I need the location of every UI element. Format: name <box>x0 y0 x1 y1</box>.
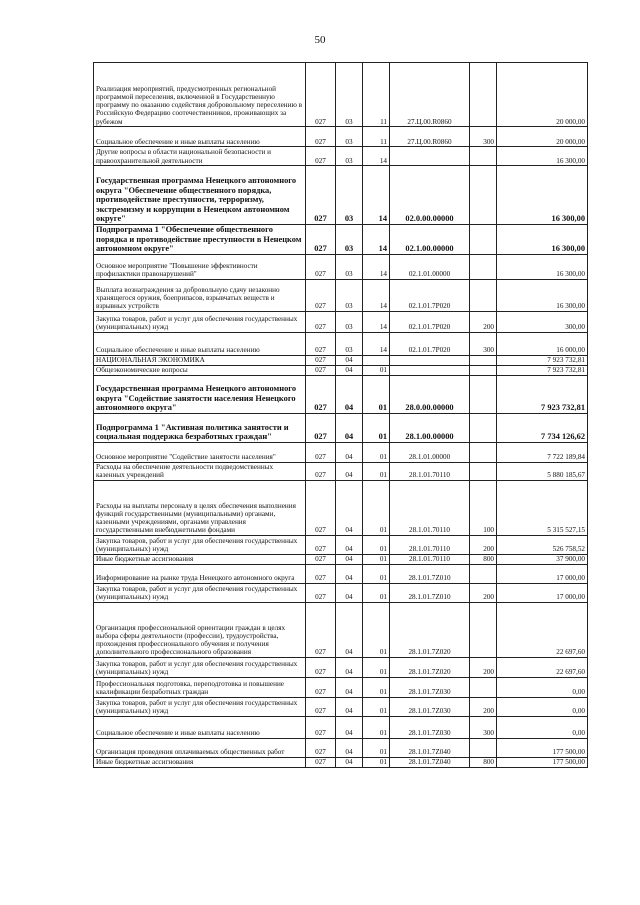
row-grbs-code: 027 <box>306 462 336 480</box>
table-row <box>94 602 588 657</box>
row-subsection-code: 01 <box>363 535 390 554</box>
table-row <box>94 166 588 225</box>
row-grbs-code: 027 <box>306 697 336 716</box>
row-subsection-code: 01 <box>363 413 390 442</box>
row-expense-type-code <box>470 279 497 311</box>
row-grbs-code: 027 <box>306 442 336 462</box>
row-subsection-code: 01 <box>363 564 390 583</box>
table-row <box>94 365 588 375</box>
row-expense-type-code: 300 <box>470 716 497 738</box>
row-target-article-code <box>390 147 470 166</box>
row-grbs-code: 027 <box>306 583 336 602</box>
row-amount: 0,00 <box>497 677 588 697</box>
row-grbs-code: 027 <box>306 716 336 738</box>
row-subsection-code: 14 <box>363 225 390 255</box>
row-amount: 7 923 732,81 <box>497 365 588 375</box>
row-grbs-code: 027 <box>306 375 336 413</box>
row-expense-type-code <box>470 365 497 375</box>
row-amount: 7 923 732,81 <box>497 355 588 365</box>
row-target-article-code: 28.1.00.00000 <box>390 413 470 442</box>
budget-table-body <box>94 63 588 768</box>
row-section-code: 04 <box>336 757 363 767</box>
row-grbs-code: 027 <box>306 554 336 564</box>
row-section-code: 04 <box>336 375 363 413</box>
row-expense-type-code: 200 <box>470 657 497 677</box>
row-section-code: 04 <box>336 413 363 442</box>
row-grbs-code: 027 <box>306 279 336 311</box>
row-grbs-code: 027 <box>306 757 336 767</box>
row-amount: 177 500,00 <box>497 757 588 767</box>
row-amount: 5 880 185,67 <box>497 462 588 480</box>
row-name: Государственная программа Ненецкого автономного округа "Содействие занятости населения Ненецкого автономного округа" <box>94 375 306 413</box>
row-target-article-code: 28.1.01.7Z020 <box>390 657 470 677</box>
table-row <box>94 442 588 462</box>
row-grbs-code: 027 <box>306 311 336 332</box>
row-section-code: 03 <box>336 254 363 279</box>
row-subsection-code: 01 <box>363 375 390 413</box>
table-row <box>94 127 588 147</box>
row-target-article-code: 02.0.00.00000 <box>390 166 470 225</box>
row-grbs-code: 027 <box>306 480 336 535</box>
row-grbs-code: 027 <box>306 355 336 365</box>
row-name: Реализация мероприятий, предусмотренных региональной программой переселения, включенной в Государственную программу по оказанию содействия добровольному переселению в Российскую Федерацию соотечественников, проживающих за рубежом <box>94 63 306 127</box>
table-row <box>94 225 588 255</box>
row-amount: 526 758,52 <box>497 535 588 554</box>
row-target-article-code: 28.1.01.7Z010 <box>390 564 470 583</box>
table-row <box>94 480 588 535</box>
table-row <box>94 535 588 554</box>
row-subsection-code: 11 <box>363 127 390 147</box>
row-subsection-code <box>363 355 390 365</box>
row-grbs-code: 027 <box>306 166 336 225</box>
row-name: Организация проведения оплачиваемых общественных работ <box>94 738 306 757</box>
row-expense-type-code <box>470 63 497 127</box>
row-amount: 16 300,00 <box>497 254 588 279</box>
row-target-article-code: 28.1.01.7Z020 <box>390 602 470 657</box>
table-row <box>94 657 588 677</box>
row-section-code: 04 <box>336 442 363 462</box>
row-target-article-code: 02.1.01.00000 <box>390 254 470 279</box>
row-amount: 7 923 732,81 <box>497 375 588 413</box>
row-name: НАЦИОНАЛЬНАЯ ЭКОНОМИКА <box>94 355 306 365</box>
row-grbs-code: 027 <box>306 127 336 147</box>
table-row <box>94 738 588 757</box>
row-amount: 0,00 <box>497 716 588 738</box>
row-subsection-code: 01 <box>363 480 390 535</box>
row-subsection-code: 01 <box>363 554 390 564</box>
table-row <box>94 375 588 413</box>
row-amount: 16 000,00 <box>497 332 588 355</box>
row-name: Общеэкономические вопросы <box>94 365 306 375</box>
row-target-article-code: 28.1.01.70110 <box>390 462 470 480</box>
row-name: Закупка товаров, работ и услуг для обеспечения государственных (муниципальных) нужд <box>94 583 306 602</box>
row-expense-type-code <box>470 413 497 442</box>
row-target-article-code: 28.1.01.70110 <box>390 535 470 554</box>
row-name: Закупка товаров, работ и услуг для обеспечения государственных (муниципальных) нужд <box>94 697 306 716</box>
row-name: Социальное обеспечение и иные выплаты населению <box>94 332 306 355</box>
row-section-code: 03 <box>336 311 363 332</box>
row-amount: 16 300,00 <box>497 279 588 311</box>
row-subsection-code: 14 <box>363 147 390 166</box>
row-expense-type-code <box>470 442 497 462</box>
row-name: Расходы на обеспечение деятельности подведомственных казенных учреждений <box>94 462 306 480</box>
row-subsection-code: 01 <box>363 757 390 767</box>
row-subsection-code: 14 <box>363 254 390 279</box>
row-target-article-code: 28.0.00.00000 <box>390 375 470 413</box>
row-amount: 7 722 189,84 <box>497 442 588 462</box>
table-row <box>94 63 588 127</box>
row-expense-type-code <box>470 166 497 225</box>
row-name: Закупка товаров, работ и услуг для обеспечения государственных (муниципальных) нужд <box>94 311 306 332</box>
table-row <box>94 311 588 332</box>
row-subsection-code: 14 <box>363 311 390 332</box>
row-grbs-code: 027 <box>306 535 336 554</box>
row-expense-type-code <box>470 225 497 255</box>
table-row <box>94 757 588 767</box>
row-expense-type-code: 200 <box>470 697 497 716</box>
row-subsection-code: 14 <box>363 279 390 311</box>
row-grbs-code: 027 <box>306 564 336 583</box>
table-row <box>94 554 588 564</box>
row-grbs-code: 027 <box>306 602 336 657</box>
row-subsection-code: 11 <box>363 63 390 127</box>
row-grbs-code: 027 <box>306 63 336 127</box>
row-expense-type-code <box>470 564 497 583</box>
row-section-code: 04 <box>336 677 363 697</box>
row-expense-type-code: 100 <box>470 480 497 535</box>
row-target-article-code: 27.Ц.00.R0860 <box>390 127 470 147</box>
row-subsection-code: 01 <box>363 602 390 657</box>
row-expense-type-code <box>470 375 497 413</box>
row-expense-type-code <box>470 602 497 657</box>
row-section-code: 04 <box>336 602 363 657</box>
table-row <box>94 147 588 166</box>
row-subsection-code: 01 <box>363 442 390 462</box>
row-expense-type-code: 200 <box>470 535 497 554</box>
row-section-code: 04 <box>336 480 363 535</box>
row-name: Иные бюджетные ассигнования <box>94 757 306 767</box>
row-target-article-code: 28.1.01.70110 <box>390 554 470 564</box>
row-subsection-code: 01 <box>363 583 390 602</box>
row-expense-type-code <box>470 254 497 279</box>
row-name: Подпрограмма 1 "Обеспечение общественного порядка и противодействие преступности в Ненецком автономном округе" <box>94 225 306 255</box>
row-target-article-code: 28.1.01.7Z040 <box>390 738 470 757</box>
row-subsection-code: 01 <box>363 716 390 738</box>
row-section-code: 04 <box>336 365 363 375</box>
row-amount: 17 000,00 <box>497 583 588 602</box>
row-section-code: 03 <box>336 225 363 255</box>
row-section-code: 04 <box>336 554 363 564</box>
row-subsection-code: 01 <box>363 657 390 677</box>
row-target-article-code <box>390 365 470 375</box>
row-name: Профессиональная подготовка, переподготовка и повышение квалификации безработных граждан <box>94 677 306 697</box>
row-section-code: 04 <box>336 738 363 757</box>
row-amount: 177 500,00 <box>497 738 588 757</box>
row-amount: 16 300,00 <box>497 147 588 166</box>
table-row <box>94 583 588 602</box>
row-expense-type-code <box>470 147 497 166</box>
row-subsection-code: 14 <box>363 332 390 355</box>
row-name: Государственная программа Ненецкого автономного округа "Обеспечение общественного порядка, противодействие преступности, терроризму, экстремизму и коррупции в Ненецком автономном округе" <box>94 166 306 225</box>
row-grbs-code: 027 <box>306 413 336 442</box>
row-name: Организация профессиональной ориентации граждан в целях выбора сферы деятельности (профессии), трудоустройства, прохождения профессионального обучения и получения дополнительного профессионального образования <box>94 602 306 657</box>
row-target-article-code: 28.1.01.7Z010 <box>390 583 470 602</box>
row-grbs-code: 027 <box>306 225 336 255</box>
row-amount: 300,00 <box>497 311 588 332</box>
row-target-article-code: 28.1.01.7Z040 <box>390 757 470 767</box>
table-row <box>94 355 588 365</box>
row-target-article-code <box>390 355 470 365</box>
row-expense-type-code: 200 <box>470 311 497 332</box>
row-name: Подпрограмма 1 "Активная политика занятости и социальная поддержка безработных граждан" <box>94 413 306 442</box>
row-section-code: 04 <box>336 697 363 716</box>
row-section-code: 03 <box>336 63 363 127</box>
row-section-code: 03 <box>336 332 363 355</box>
table-row <box>94 413 588 442</box>
row-amount: 20 000,00 <box>497 127 588 147</box>
row-grbs-code: 027 <box>306 677 336 697</box>
page-number: 50 <box>314 34 326 46</box>
row-subsection-code: 01 <box>363 365 390 375</box>
row-amount: 22 697,60 <box>497 657 588 677</box>
row-section-code: 03 <box>336 279 363 311</box>
row-section-code: 04 <box>336 535 363 554</box>
row-grbs-code: 027 <box>306 332 336 355</box>
row-target-article-code: 02.1.00.00000 <box>390 225 470 255</box>
row-name: Выплата вознаграждения за добровольную сдачу незаконно хранящегося оружия, боеприпасов, взрывчатых веществ и взрывных устройств <box>94 279 306 311</box>
row-name: Социальное обеспечение и иные выплаты населению <box>94 716 306 738</box>
table-row <box>94 697 588 716</box>
row-name: Другие вопросы в области национальной безопасности и правоохранительной деятельности <box>94 147 306 166</box>
row-target-article-code: 28.1.01.70110 <box>390 480 470 535</box>
row-name: Закупка товаров, работ и услуг для обеспечения государственных (муниципальных) нужд <box>94 535 306 554</box>
table-row <box>94 254 588 279</box>
table-row <box>94 332 588 355</box>
row-section-code: 04 <box>336 583 363 602</box>
row-amount: 17 000,00 <box>497 564 588 583</box>
row-amount: 0,00 <box>497 697 588 716</box>
row-subsection-code: 14 <box>363 166 390 225</box>
row-subsection-code: 01 <box>363 462 390 480</box>
row-section-code: 04 <box>336 716 363 738</box>
row-target-article-code: 28.1.01.7Z030 <box>390 677 470 697</box>
row-expense-type-code: 300 <box>470 127 497 147</box>
row-amount: 20 000,00 <box>497 63 588 127</box>
row-expense-type-code: 300 <box>470 332 497 355</box>
row-name: Иные бюджетные ассигнования <box>94 554 306 564</box>
row-expense-type-code: 800 <box>470 554 497 564</box>
row-subsection-code: 01 <box>363 677 390 697</box>
row-grbs-code: 027 <box>306 738 336 757</box>
row-grbs-code: 027 <box>306 365 336 375</box>
row-name: Социальное обеспечение и иные выплаты населению <box>94 127 306 147</box>
row-section-code: 03 <box>336 166 363 225</box>
row-expense-type-code <box>470 738 497 757</box>
row-section-code: 04 <box>336 564 363 583</box>
row-target-article-code: 02.1.01.7Р020 <box>390 279 470 311</box>
row-expense-type-code: 800 <box>470 757 497 767</box>
row-amount: 22 697,60 <box>497 602 588 657</box>
row-name: Основное мероприятие "Содействие занятости населения" <box>94 442 306 462</box>
budget-table <box>93 62 588 768</box>
row-grbs-code: 027 <box>306 147 336 166</box>
table-row <box>94 677 588 697</box>
table-row <box>94 716 588 738</box>
row-subsection-code: 01 <box>363 738 390 757</box>
row-grbs-code: 027 <box>306 657 336 677</box>
row-expense-type-code <box>470 355 497 365</box>
row-section-code: 03 <box>336 147 363 166</box>
row-amount: 16 300,00 <box>497 225 588 255</box>
row-grbs-code: 027 <box>306 254 336 279</box>
row-name: Основное мероприятие "Повышение эффективности профилактики правонарушений" <box>94 254 306 279</box>
row-target-article-code: 02.1.01.7Р020 <box>390 332 470 355</box>
row-amount: 37 900,00 <box>497 554 588 564</box>
row-amount: 16 300,00 <box>497 166 588 225</box>
row-section-code: 03 <box>336 127 363 147</box>
row-name: Закупка товаров, работ и услуг для обеспечения государственных (муниципальных) нужд <box>94 657 306 677</box>
row-subsection-code: 01 <box>363 697 390 716</box>
row-target-article-code: 28.1.01.00000 <box>390 442 470 462</box>
row-amount: 7 734 126,62 <box>497 413 588 442</box>
row-section-code: 04 <box>336 657 363 677</box>
row-section-code: 04 <box>336 462 363 480</box>
table-row <box>94 462 588 480</box>
row-target-article-code: 28.1.01.7Z030 <box>390 716 470 738</box>
row-target-article-code: 28.1.01.7Z030 <box>390 697 470 716</box>
row-expense-type-code: 200 <box>470 583 497 602</box>
row-section-code: 04 <box>336 355 363 365</box>
row-name: Информирование на рынке труда Ненецкого автономного округа <box>94 564 306 583</box>
table-row <box>94 564 588 583</box>
row-target-article-code: 27.Ц.00.R0860 <box>390 63 470 127</box>
table-row <box>94 279 588 311</box>
row-amount: 5 315 527,15 <box>497 480 588 535</box>
row-expense-type-code <box>470 677 497 697</box>
row-name: Расходы на выплаты персоналу в целях обеспечения выполнения функций государственными (муниципальными) органами, казенными учреждениями, органами управления государственными внебюджетными фондами <box>94 480 306 535</box>
row-target-article-code: 02.1.01.7Р020 <box>390 311 470 332</box>
row-expense-type-code <box>470 462 497 480</box>
